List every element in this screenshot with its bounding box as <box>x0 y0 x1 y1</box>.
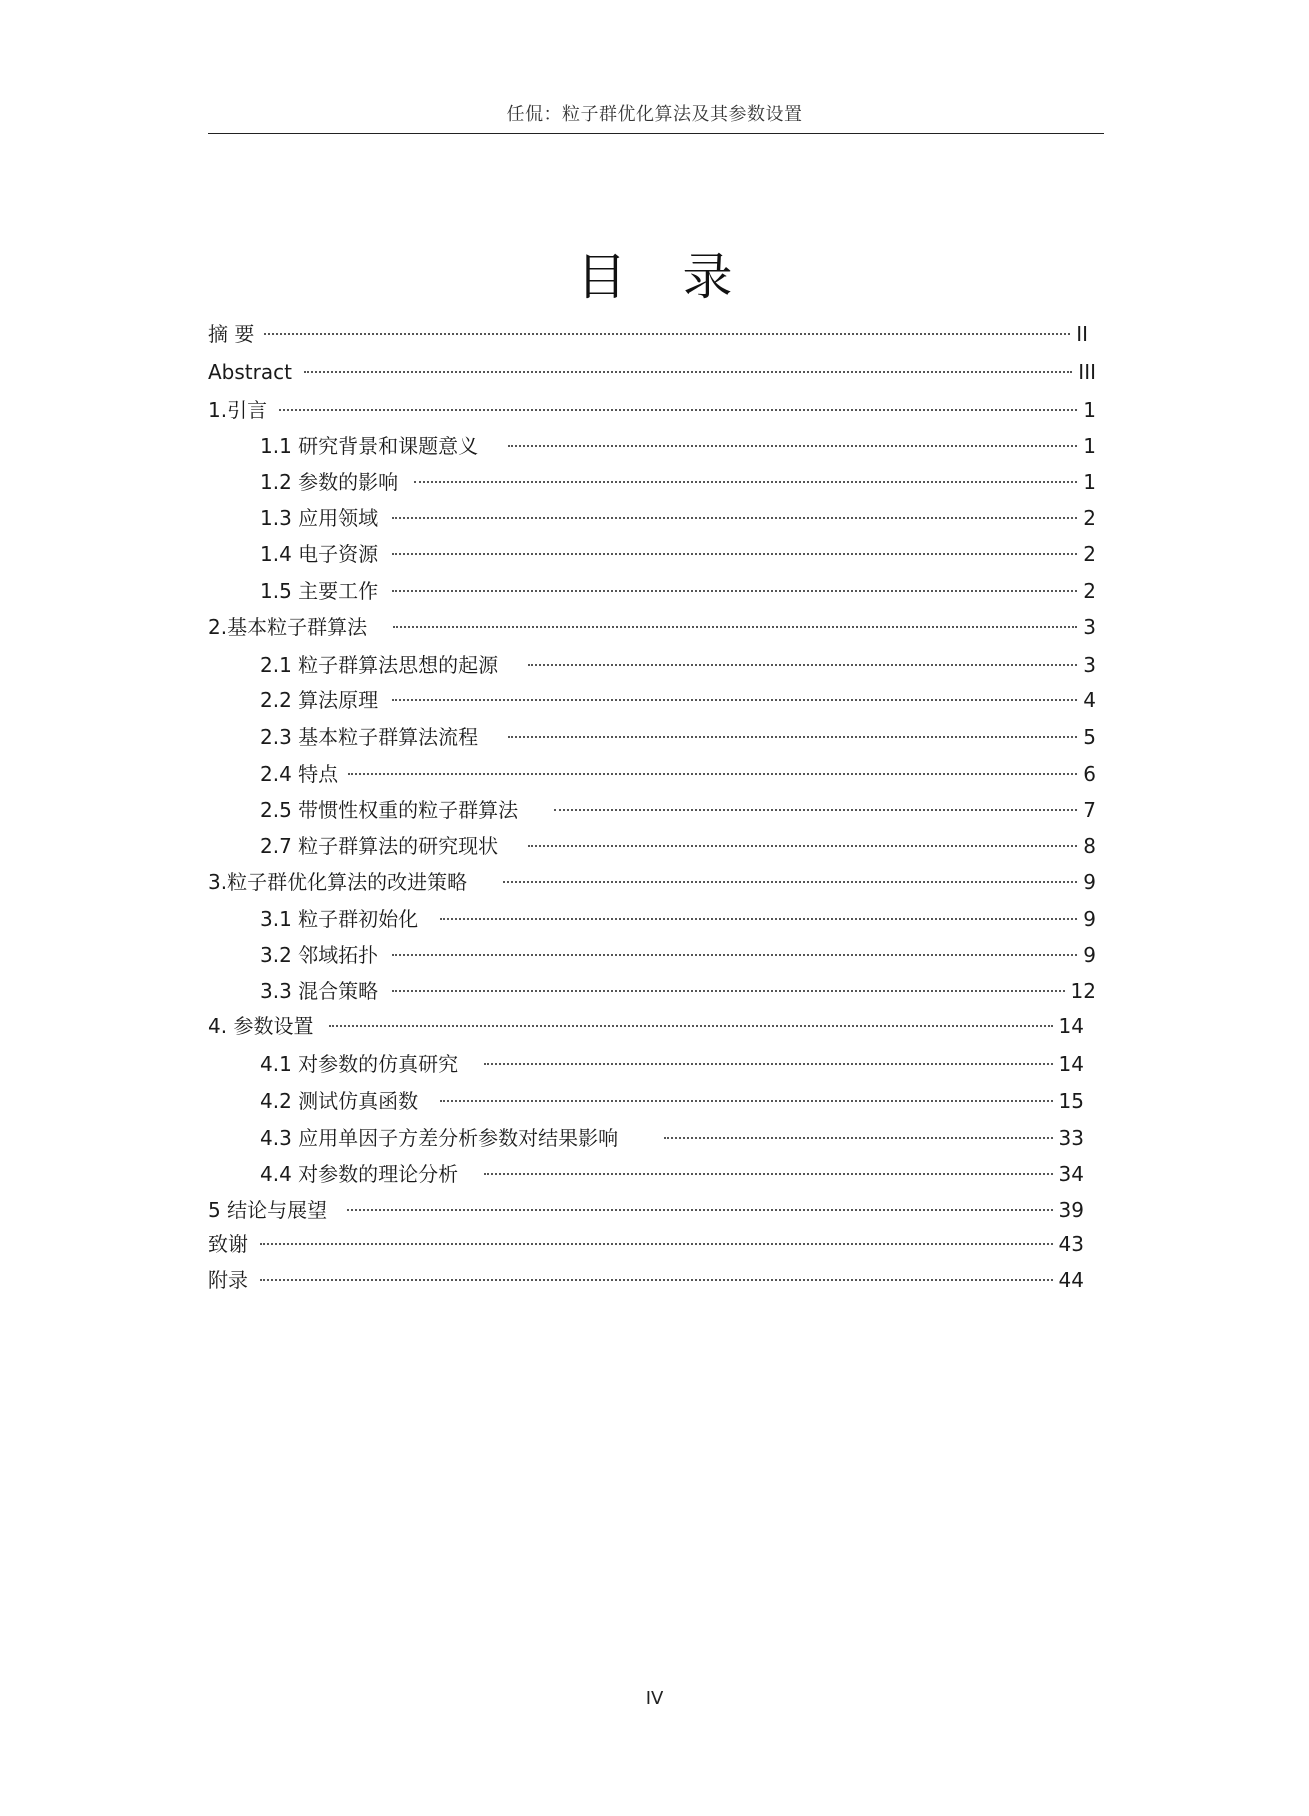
toc-entry-label: 3.1 粒子群初始化 <box>260 907 419 931</box>
toc-entry-label: 4.4 对参数的理论分析 <box>260 1162 459 1186</box>
toc-entry-page-number: 14 <box>1058 1052 1084 1076</box>
toc-dot-leader <box>304 371 1072 373</box>
toc-entry-page-number: 15 <box>1058 1089 1084 1113</box>
toc-entry[interactable] <box>260 796 1096 824</box>
toc-entry-page-number: 3 <box>1083 653 1096 677</box>
toc-entry[interactable] <box>260 577 1096 605</box>
toc-entry[interactable] <box>260 504 1096 532</box>
toc-entry-label: 3.3 混合策略 <box>260 979 379 1003</box>
toc-title: 目 录 <box>576 248 753 306</box>
toc-dot-leader <box>664 1137 1052 1139</box>
toc-dot-leader <box>508 736 1077 738</box>
toc-entry-page-number: 43 <box>1058 1232 1084 1256</box>
toc-entry-label: 1.引言 <box>208 398 268 422</box>
toc-entry[interactable] <box>208 396 1096 424</box>
toc-dot-leader <box>329 1025 1052 1027</box>
toc-entry-page-number: 1 <box>1083 470 1096 494</box>
toc-dot-leader <box>260 1279 1053 1281</box>
toc-dot-leader <box>392 990 1064 992</box>
toc-dot-leader <box>393 626 1077 628</box>
toc-dot-leader <box>503 881 1077 883</box>
toc-entry[interactable] <box>260 432 1096 460</box>
toc-entry[interactable] <box>208 1196 1084 1224</box>
toc-entry-label: 4.1 对参数的仿真研究 <box>260 1052 459 1076</box>
toc-entry-label: 2.2 算法原理 <box>260 688 379 712</box>
toc-entry-page-number: III <box>1078 360 1096 384</box>
toc-entry[interactable] <box>260 1124 1084 1152</box>
toc-entry[interactable] <box>208 1230 1084 1258</box>
toc-entry-page-number: 34 <box>1058 1162 1084 1186</box>
toc-dot-leader <box>554 809 1077 811</box>
toc-entry-label: 4.3 应用单因子方差分析参数对结果影响 <box>260 1126 619 1150</box>
toc-dot-leader <box>392 553 1077 555</box>
toc-entry-page-number: 14 <box>1058 1014 1084 1038</box>
toc-entry-page-number: 6 <box>1083 762 1096 786</box>
toc-entry-label: 摘 要 <box>208 322 255 346</box>
toc-entry-label: 4.2 测试仿真函数 <box>260 1089 419 1113</box>
toc-entry-page-number: 5 <box>1083 725 1096 749</box>
toc-entry[interactable] <box>208 1012 1084 1040</box>
toc-entry-label: 2.基本粒子群算法 <box>208 615 368 639</box>
toc-entry[interactable] <box>260 977 1096 1005</box>
toc-dot-leader <box>414 481 1077 483</box>
toc-entry-label: 2.1 粒子群算法思想的起源 <box>260 653 499 677</box>
toc-dot-leader <box>508 445 1077 447</box>
toc-entry-page-number: 3 <box>1083 615 1096 639</box>
toc-entry-page-number: 9 <box>1083 907 1096 931</box>
toc-entry[interactable] <box>260 1050 1084 1078</box>
toc-entry-page-number: 7 <box>1083 798 1096 822</box>
toc-entry-page-number: 4 <box>1083 688 1096 712</box>
toc-entry-page-number: 1 <box>1083 434 1096 458</box>
toc-entry[interactable] <box>260 468 1096 496</box>
toc-entry-label: Abstract <box>208 360 292 384</box>
toc-entry-label: 2.3 基本粒子群算法流程 <box>260 725 479 749</box>
toc-dot-leader <box>260 1243 1053 1245</box>
toc-entry-label: 2.4 特点 <box>260 762 339 786</box>
toc-entry-label: 5 结论与展望 <box>208 1198 328 1222</box>
toc-entry[interactable] <box>260 941 1096 969</box>
toc-entry[interactable] <box>260 723 1096 751</box>
toc-entry[interactable] <box>208 613 1096 641</box>
toc-entry-page-number: 8 <box>1083 834 1096 858</box>
toc-dot-leader <box>279 409 1077 411</box>
toc-entry[interactable] <box>208 358 1096 386</box>
toc-dot-leader <box>392 954 1077 956</box>
toc-dot-leader <box>440 1100 1052 1102</box>
toc-entry[interactable] <box>260 1087 1084 1115</box>
toc-entry-page-number: 9 <box>1083 870 1096 894</box>
toc-entry[interactable] <box>208 868 1096 896</box>
toc-dot-leader <box>392 517 1077 519</box>
toc-entry[interactable] <box>260 760 1096 788</box>
page-number: IV <box>645 1688 664 1709</box>
running-header: 任侃：粒子群优化算法及其参数设置 <box>506 104 803 125</box>
toc-entry[interactable] <box>260 905 1096 933</box>
toc-entry[interactable] <box>260 540 1096 568</box>
toc-dot-leader <box>264 333 1070 335</box>
toc-entry-page-number: 33 <box>1058 1126 1084 1150</box>
toc-entry-label: 1.1 研究背景和课题意义 <box>260 434 479 458</box>
toc-entry[interactable] <box>260 1160 1084 1188</box>
toc-entry-label: 3.粒子群优化算法的改进策略 <box>208 870 468 894</box>
toc-entry[interactable] <box>260 686 1096 714</box>
toc-entry-page-number: 44 <box>1058 1268 1084 1292</box>
toc-dot-leader <box>484 1173 1052 1175</box>
toc-entry[interactable] <box>208 320 1088 348</box>
toc-entry-page-number: 39 <box>1058 1198 1084 1222</box>
toc-entry-label: 4. 参数设置 <box>208 1014 314 1038</box>
toc-dot-leader <box>347 1209 1052 1211</box>
toc-entry-label: 附录 <box>208 1268 248 1292</box>
toc-entry-page-number: 9 <box>1083 943 1096 967</box>
toc-dot-leader <box>484 1063 1052 1065</box>
toc-entry[interactable] <box>260 651 1096 679</box>
toc-dot-leader <box>392 590 1077 592</box>
toc-dot-leader <box>528 845 1077 847</box>
toc-entry-label: 2.7 粒子群算法的研究现状 <box>260 834 499 858</box>
toc-entry-page-number: 12 <box>1070 979 1096 1003</box>
toc-entry-page-number: 2 <box>1083 579 1096 603</box>
toc-dot-leader <box>348 773 1077 775</box>
toc-entry-label: 致谢 <box>208 1232 248 1256</box>
toc-dot-leader <box>440 918 1077 920</box>
toc-entry[interactable] <box>260 832 1096 860</box>
toc-entry-label: 2.5 带惯性权重的粒子群算法 <box>260 798 519 822</box>
toc-dot-leader <box>392 699 1077 701</box>
toc-entry-label: 1.2 参数的影响 <box>260 470 399 494</box>
toc-entry-page-number: 1 <box>1083 398 1096 422</box>
toc-entry-page-number: 2 <box>1083 506 1096 530</box>
toc-entry-label: 1.5 主要工作 <box>260 579 379 603</box>
toc-entry-page-number: II <box>1076 322 1088 346</box>
toc-entry-page-number: 2 <box>1083 542 1096 566</box>
toc-entry-label: 3.2 邻域拓扑 <box>260 943 379 967</box>
toc-entry-label: 1.3 应用领域 <box>260 506 379 530</box>
toc-entry-label: 1.4 电子资源 <box>260 542 379 566</box>
toc-entry[interactable] <box>208 1266 1084 1294</box>
toc-dot-leader <box>528 664 1077 666</box>
